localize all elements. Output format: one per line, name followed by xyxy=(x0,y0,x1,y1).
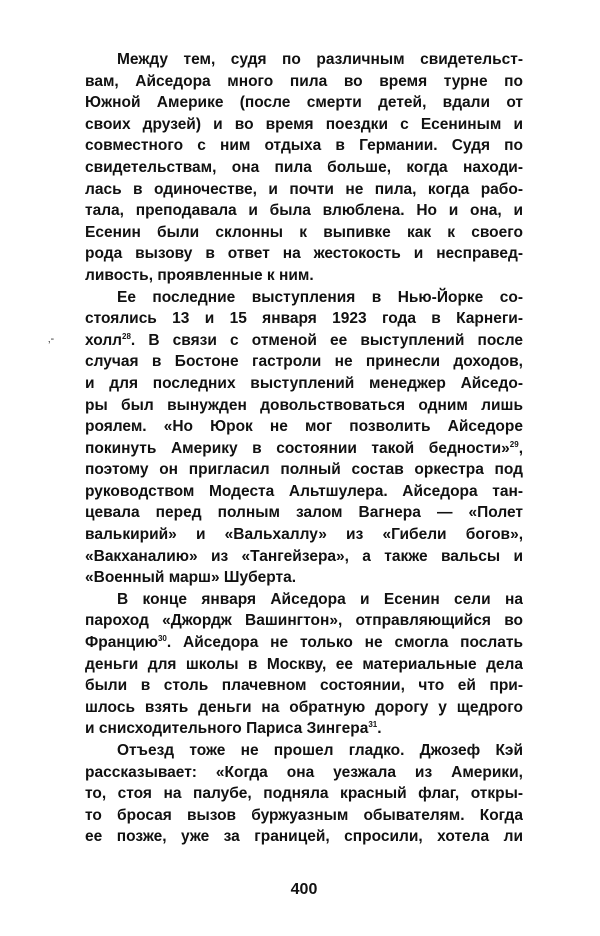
text-line xyxy=(85,438,523,460)
text-line xyxy=(85,92,523,114)
text-line xyxy=(85,459,523,481)
text-run: своих друзей) и во время поездки с Есениным и xyxy=(85,115,523,133)
text-run: то, стоя на палубе, подняла красный флаг, откры- xyxy=(85,785,523,803)
text-line xyxy=(85,610,523,632)
text-line xyxy=(85,330,523,352)
text-run: и снисходительного Париса Зингера xyxy=(85,720,369,738)
text-run: вам, Айседора много пила во время турне по xyxy=(85,72,523,90)
text-line xyxy=(85,502,523,524)
text-line xyxy=(85,243,523,265)
text-line xyxy=(85,287,523,309)
text-run: Францию xyxy=(85,634,158,652)
footnote-ref: 30 xyxy=(157,634,167,644)
text-line xyxy=(85,718,523,740)
text-line xyxy=(85,308,523,330)
page-number: 400 xyxy=(290,881,318,898)
text-run: покинуть Америку в состоянии такой бедности» xyxy=(85,439,510,457)
text-run: В конце января Айседора и Есенин сели на xyxy=(117,590,523,608)
body-text xyxy=(85,49,523,848)
text-line xyxy=(85,373,523,395)
text-run: холл xyxy=(85,331,123,349)
text-run: . Айседора не только не смогла послать xyxy=(166,634,523,652)
text-line xyxy=(85,546,523,568)
text-run: поэтому он пригласил полный состав оркестра под xyxy=(85,461,523,479)
text-line xyxy=(85,805,523,827)
text-run: ливость, проявленные к ним. xyxy=(85,266,314,284)
text-run: валькирий» и «Вальхаллу» из «Гибели богов», xyxy=(85,526,523,544)
text-run: рассказывает: «Когда она уезжала из Америки, xyxy=(85,763,523,781)
paragraph xyxy=(85,49,523,287)
text-line xyxy=(85,416,523,438)
text-run: Ее последние выступления в Нью-Йорке со- xyxy=(117,288,523,306)
text-line xyxy=(85,351,523,373)
paragraph xyxy=(85,589,523,740)
text-run: рода вызову в ответ на жестокость и несправед- xyxy=(85,245,523,263)
footnote-ref: 29 xyxy=(509,439,519,449)
text-run: Между тем, судя по различным свидетельст- xyxy=(117,51,523,68)
text-line xyxy=(85,697,523,719)
text-run: роялем. «Но Юрок не мог позволить Айседоре xyxy=(85,418,523,436)
footnote-ref: 31 xyxy=(368,720,378,730)
text-line xyxy=(85,632,523,654)
margin-mark: ‚- xyxy=(48,333,55,345)
text-run: «Военный марш» Шуберта. xyxy=(85,569,297,587)
text-line xyxy=(85,740,523,762)
text-run: цевала перед полным залом Вагнера — «Полет xyxy=(85,504,523,522)
text-line xyxy=(85,675,523,697)
text-run: свидетельствам, она пила больше, когда находи- xyxy=(85,158,523,176)
text-line xyxy=(85,567,523,589)
text-run: Южной Америке (после смерти детей, вдали от xyxy=(85,94,523,112)
text-line xyxy=(85,395,523,417)
text-line xyxy=(85,49,523,71)
text-run: совместного с ним отдыха в Германии. Судя по xyxy=(85,137,523,155)
text-run: и для последних выступлений менеджер Айседо- xyxy=(85,374,523,392)
text-line xyxy=(85,179,523,201)
text-line xyxy=(85,654,523,676)
text-run: «Вакханалию» из «Тангейзера», а также вальсы и xyxy=(85,547,523,565)
text-run: тала, преподавала и была влюблена. Но и она, и xyxy=(85,202,523,220)
text-run: стоялись 13 и 15 января 1923 года в Карнеги- xyxy=(85,310,523,328)
text-run: были в столь плачевном состоянии, что ей при- xyxy=(85,677,523,695)
text-line xyxy=(85,200,523,222)
text-line xyxy=(85,265,523,287)
paragraph xyxy=(85,287,523,589)
text-line xyxy=(85,762,523,784)
text-run: пароход «Джордж Вашингтон», отправляющийся во xyxy=(85,612,523,630)
text-line xyxy=(85,135,523,157)
footnote-ref: 28 xyxy=(122,331,131,341)
text-run: . xyxy=(377,720,382,738)
text-run: то бросая вызов буржуазным обывателям. Когда xyxy=(85,806,523,824)
text-run: Отъезд тоже не прошел гладко. Джозеф Кэй xyxy=(117,742,523,759)
text-line xyxy=(85,826,523,848)
text-run: . В связи с отменой ее выступлений после xyxy=(130,331,523,349)
text-line xyxy=(85,589,523,611)
text-run: руководством Модеста Альтшулера. Айседора тан- xyxy=(85,482,523,500)
text-line xyxy=(85,114,523,136)
text-run: ее позже, уже за границей, спросили, хотела ли xyxy=(85,828,523,846)
text-run: шлось взять деньги на обратную дорогу у щедрого xyxy=(85,698,523,716)
text-line xyxy=(85,71,523,93)
text-line xyxy=(85,783,523,805)
text-line xyxy=(85,157,523,179)
text-run: лась в одиночестве, и почти не пила, когда рабо- xyxy=(85,180,523,198)
text-run: ры был вынужден довольствоваться одним лишь xyxy=(85,396,523,414)
text-line xyxy=(85,481,523,503)
text-run: , xyxy=(518,439,523,457)
text-run: деньги для школы в Москву, ее материальные дела xyxy=(85,655,523,673)
text-run: случая в Бостоне гастроли не принесли доходов, xyxy=(85,353,523,371)
text-run: Есенин были склонны к выпивке как к своего xyxy=(85,223,523,241)
text-line xyxy=(85,222,523,244)
text-line xyxy=(85,524,523,546)
paragraph xyxy=(85,740,523,848)
